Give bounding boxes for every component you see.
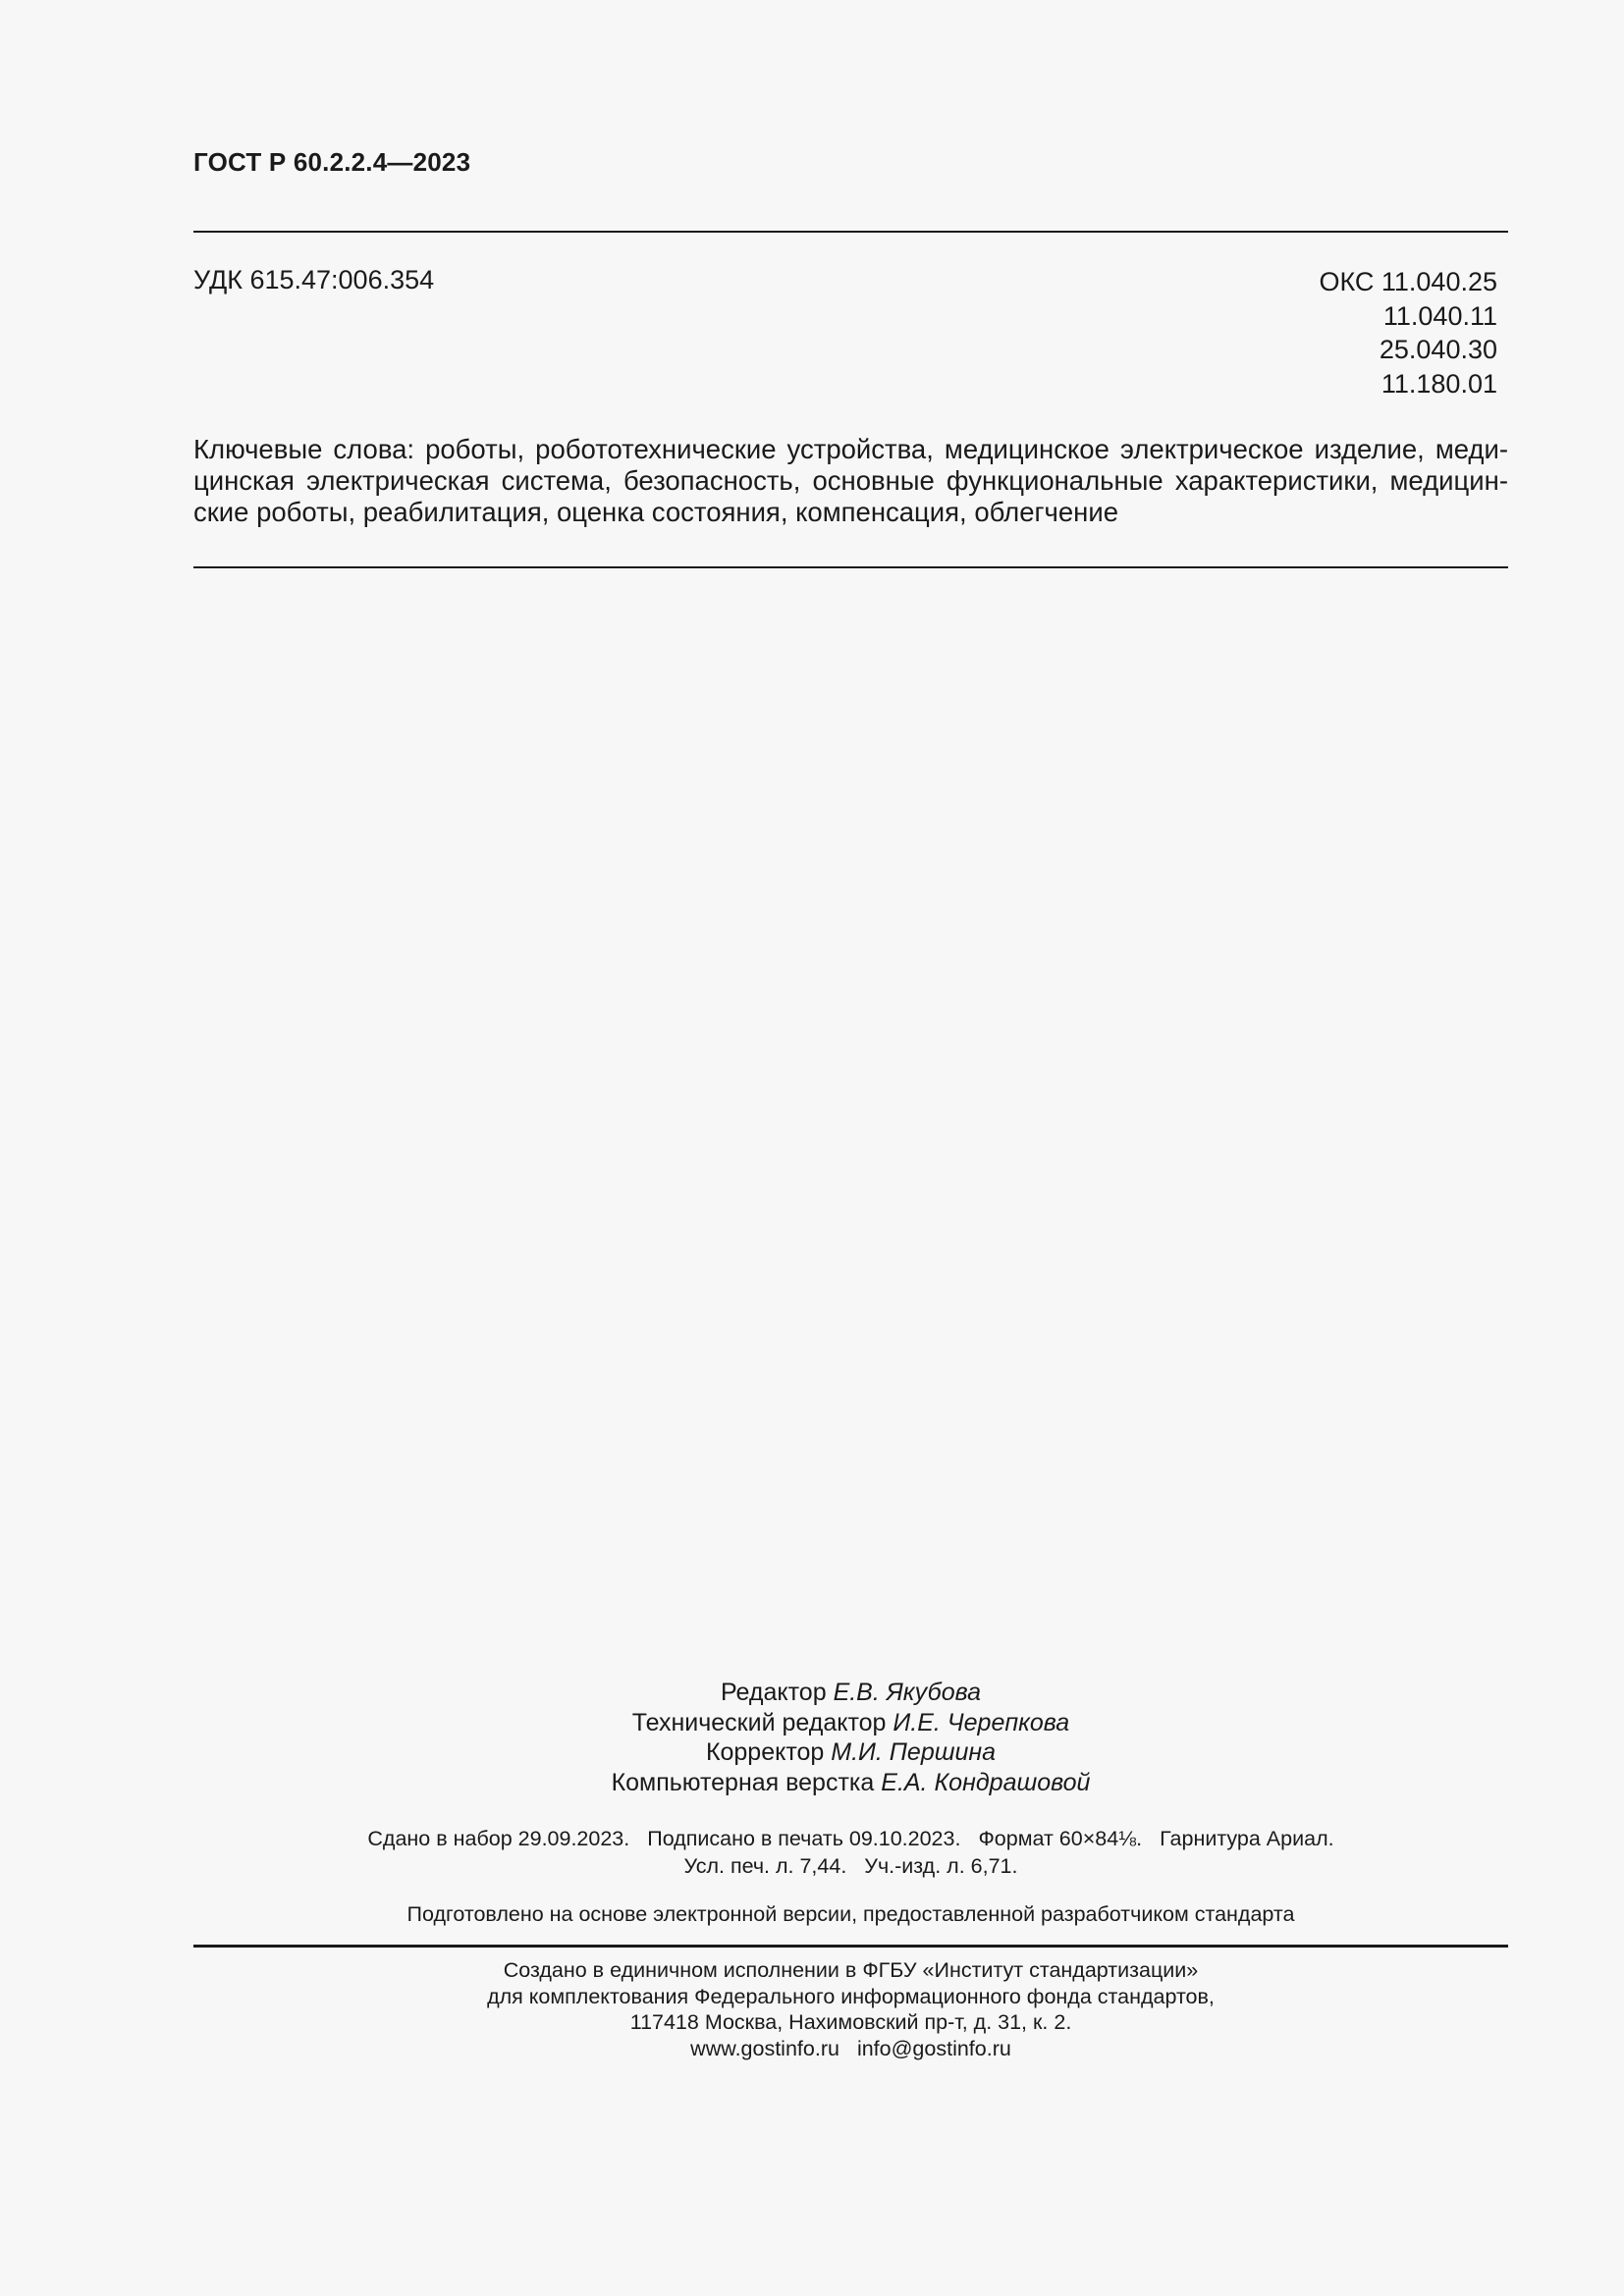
credit-line <box>193 1737 1508 1768</box>
oks-codes <box>1319 265 1497 400</box>
credit-role: Редактор <box>720 1679 827 1706</box>
top-divider <box>193 231 1508 233</box>
prepared-note: Подготовлено на основе электронной версии, предоставленной разработчиком стандарта <box>406 1902 1295 1926</box>
credit-name: И.Е. Черепкова <box>893 1708 1070 1736</box>
document-code: ГОСТ Р 60.2.2.4—2023 <box>193 147 471 177</box>
oks-code: ОКС 11.040.25 <box>1319 267 1497 296</box>
print-info-block <box>193 1825 1508 1880</box>
udk-code: УДК 615.47:006.354 <box>193 265 435 294</box>
email-link[interactable]: info@gostinfo.ru <box>856 2036 1011 2060</box>
keywords-paragraph: Ключевые слова: роботы, робототехнические устройства, медицинское электрическое изделие, медицинская электрическая система, безопасность, основные функциональные характеристики, медицинские роботы, реабилитация, оценка состояния, компенсация, облегчение <box>193 434 1508 527</box>
publisher-line: для комплектования Федерального информационного фонда стандартов, <box>487 1984 1215 2008</box>
oks-code: 11.040.11 <box>1382 300 1497 331</box>
keywords-divider <box>193 566 1508 568</box>
credit-name: М.И. Першина <box>831 1738 997 1766</box>
credit-line <box>193 1678 1508 1708</box>
publisher-contacts <box>193 2036 1508 2062</box>
credits-block <box>193 1678 1508 1797</box>
typeset-date: Сдано в набор 29.09.2023. <box>367 1827 630 1850</box>
credit-line <box>193 1708 1508 1738</box>
credit-role: Технический редактор <box>631 1708 887 1736</box>
publisher-sheets: Уч.-изд. л. 6,71. <box>864 1854 1018 1878</box>
typeface: Гарнитура Ариал. <box>1160 1827 1334 1850</box>
publisher-info <box>193 1957 1508 2061</box>
credit-name: Е.В. Якубова <box>833 1679 982 1706</box>
print-date: Подписано в печать 09.10.2023. <box>647 1827 961 1850</box>
publisher-address: 117418 Москва, Нахимовский пр-т, д. 31, к. 2. <box>629 2010 1072 2034</box>
printed-sheets: Усл. печ. л. 7,44. <box>683 1854 847 1878</box>
oks-code: 25.040.30 <box>1379 335 1497 364</box>
credit-line <box>193 1768 1508 1798</box>
print-info-line <box>193 1852 1508 1880</box>
print-info-line <box>193 1825 1508 1852</box>
website-link[interactable]: www.gostinfo.ru <box>690 2036 839 2060</box>
credit-role: Компьютерная верстка <box>611 1768 875 1796</box>
credit-role: Корректор <box>705 1738 825 1766</box>
footer-divider <box>193 1945 1508 1948</box>
credit-name: Е.А. Кондрашовой <box>881 1768 1091 1796</box>
publisher-line: Создано в единичном исполнении в ФГБУ «Институт стандартизации» <box>503 1958 1199 1982</box>
paper-format: Формат 60×84⅛. <box>978 1827 1143 1850</box>
oks-code: 11.180.01 <box>1380 368 1497 399</box>
